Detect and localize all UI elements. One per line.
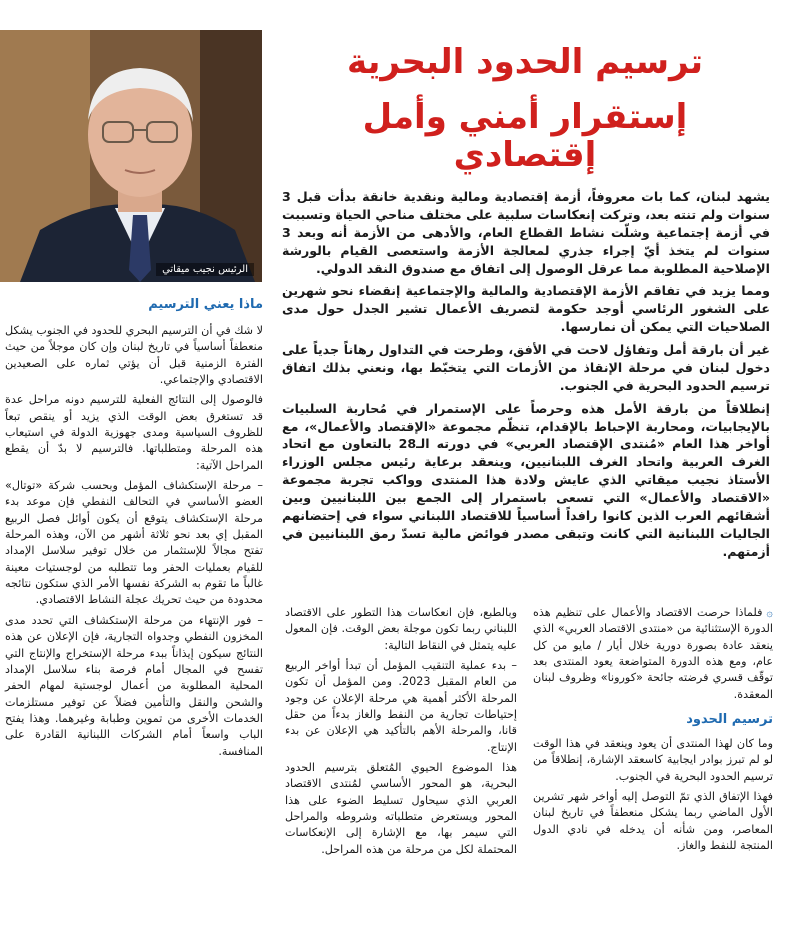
right-paragraph: فهذا الإتفاق الذي تمّ التوصل إليه أواخر شهر تشرين الأول الماضي ربما يشكل منعطفاً في تاريخ لبنان المعاصر، ومن شأنه أن يدخله في نادي الدول المنتجة للنفط والغاز. — [533, 790, 773, 853]
sidebar-paragraph: فالوصول إلى النتائج الفعلية للترسيم دونه مراحل عدة قد تستغرق بعض الوقت الذي يزيد أو ينقص تبعاً للظروف السياسية ومدى جهوزية الدولة في استيعاب هذه المرحلة ومتطلباتها. فالترسيم لا بدّ أن يقطع المراحل الآتية: — [5, 393, 263, 472]
middle-column — [285, 605, 517, 862]
right-column — [533, 605, 773, 858]
lead-paragraph: غير أن بارقة أمل وتفاؤل لاحت في الأفق، وطرحت في التداول رهاناً جدياً على دخول لبنان في مرحلة الإنقاذ من الأزمات التي يتخبّط بها، ونعني بذلك اتفاق ترسيم الحدود البحرية في الجنوب. — [282, 342, 770, 393]
sidebar-heading: ماذا يعني الترسيم — [148, 297, 263, 312]
photo-caption: الرئيس نجيب ميقاتي — [156, 263, 254, 276]
title-line-1: ترسيم الحدود البحرية — [346, 42, 704, 82]
sidebar-paragraph: – مرحلة الإستكشاف المؤمل وبحسب شركة «توتال» العضو الأساسي في التحالف النفطي فإن موعد بدء مرحلة الإستكشاف يتوقع أن يكون أوائل فصل الربيع المقبل إي بعد نحو ثلاثة أشهر من الآن، وهذه المرحلة تفتح مجالاً للإستثمار من خلال توفير سلاسل الإمداد للقيام بعمليات الحفر وما تتطلبه من لوجستيات معينة غالباً ما تقوم به الشركة نفسها الأمر الذي ستكون نتائجه محدودة من حيث تحريك عجلة النشاط الاقتصادي. — [5, 479, 263, 607]
middle-paragraph: هذا الموضوع الحيوي المُتعلق بترسيم الحدود البحرية، هو المحور الأساسي لمُنتدى الاقتصاد العربي الذي سيحاول تسليط الضوء على هذا المحور ويستعرض متطلباته وشروطه والمراحل التي سيمر بها، مع الإشارة إلى الإنعكاسات المحتملة لكل من مرحلة من هذه المراحل. — [285, 761, 517, 856]
lead-paragraph: إنطلاقاً من بارقة الأمل هذه وحرصاً على الإستمرار في مُحاربة السلبيات بالإيجابيات، ومحاربة الإحباط بالإقدام، تنظّم مجموعة «الإقتصاد والأعمال»، مع أواخر هذا العام «مُنتدى الإقتصاد العربي» في دورته الـ28 بالتعاون مع اتحاد الغرف العربية واتحاد الغرف اللبنانيين، وينعقد برعاية رئيس مجلس الوزراء الأستاذ نجيب ميقاتي الذي عايش ولادة هذا المنتدى وواكب تجربة مجموعة «الاقتصاد والأعمال» التي تسعى باستمرار إلى الجمع بين اللبنانيين وبين أشقائهم العرب الذين كانوا رافداً أساسياً للاقتصاد اللبناني سواء في إحتضانهم الجاليات اللبنانية التي كانت وتبقى مصدر فوائض مالية تسدّ رمق اللبنانيين في أزمتهم. — [282, 400, 771, 559]
right-paragraph-text: فلماذا حرصت الاقتصاد والأعمال على تنظيم هذه الدورة الإستثنائية من «منتدى الاقتصاد العربي» الذي ينعقد عادة بصورة دورية خلال أيار / مايو من كل عام، ومع هذه الدورة المتواضعة يعود المنتدى بعد توقّف قسري فرضته جائحة «كورونا» وظروف لبنان المعقدة. — [533, 606, 773, 701]
portrait-illustration — [0, 30, 262, 282]
question-icon: ۞ — [766, 606, 773, 619]
right-heading: ترسيم الحدود — [686, 712, 773, 728]
sidebar-paragraph: لا شك في أن الترسيم البحري للحدود في الجنوب يشكل منعطفاً أساسياً في تاريخ لبنان وإن كان موجلاً من حيث الفترة الزمنية قبل أن يؤتي ثماره على الصعيدين الاقتصادي والإجتماعي. — [5, 323, 263, 386]
portrait-photo — [0, 30, 262, 282]
sidebar-column — [5, 296, 263, 764]
right-paragraph — [533, 605, 773, 703]
lead-column — [282, 188, 770, 566]
sidebar-paragraph: – فور الإنتهاء من مرحلة الإستكشاف التي تحدد مدى المخزون النفطي وجدواه التجارية، فإن الإعلان عن هذه النتائج سيكون إيذاناً ببدء مرحلة الإستخراج والإنتاج التي تفسح في المجال أمام فرصة بناء سلاسل الإمداد المحلية المطلوبة من أعمال لوجستية لمهام الحفر والشحن والنقل والتأمين فضلاً عن توفير مستلزمات الخدمات الأخرى من تموين وطبابة وغيرهما. وهذا يفتح الباب واسعاً أمام الشركات اللبنانية القادرة على المنافسة. — [5, 613, 263, 758]
lead-paragraph: يشهد لبنان، كما بات معروفاً، أزمة إقتصادية ومالية ونقدية خانقة بدأت قبل 3 سنوات ولم تنته بعد، وتركت إنعكاسات سلبية على مختلف مناحي الحياة وتسببت في أزمة إجتماعية وشلّت نشاط القطاع العام، والأدهى من الأزمة أنه وبعد 3 سنوات لم يتخذ أيّ إجراء جذري لمعالجة الأزمة واستعصى القيام بالورشة الإصلاحية المطلوبة مما عرقل الوصول إلى اتفاق مع صندوق النقد الدولي. — [282, 189, 770, 276]
middle-paragraph: – بدء عملية التنقيب المؤمل أن تبدأ أواخر الربيع من العام المقبل 2023. ومن المؤمل أن تكون المرحلة الأكثر أهمية هي مرحلة الإعلان عن وجود إحتياطات تجارية من النفط والغاز بدءاً من حقل قانا، والمرحلة الأهم بالتأكيد هي الإعلان عن بدء الإنتاج. — [285, 659, 517, 754]
right-paragraph: وما كان لهذا المنتدى أن يعود وينعقد في هذا الوقت لو لم تبرز بوادر ايجابية كاسعقد الإشارة، إنطلاقاً من ترسيم الحدود البحرية في الجنوب. — [533, 737, 773, 783]
title-line-2: إستقرار أمني وأمل إقتصادي — [362, 97, 688, 175]
lead-paragraph: ومما يزيد في تفاقم الأزمة الإقتصادية والمالية والإجتماعية إنقضاء نحو شهرين على الشغور الرئاسي أوجد حكومة لتصريف الأعمال تشير الجدل حول مدى الصلاحيات التي يمكن أن نمارسها. — [282, 283, 770, 335]
middle-paragraph: وبالطبع، فإن انعكاسات هذا التطور على الاقتصاد اللبناني ربما تكون موجلة بعض الوقت. فإن المعول عليه يتمثل في النقاط التالية: — [285, 606, 517, 652]
article-title — [290, 44, 760, 174]
